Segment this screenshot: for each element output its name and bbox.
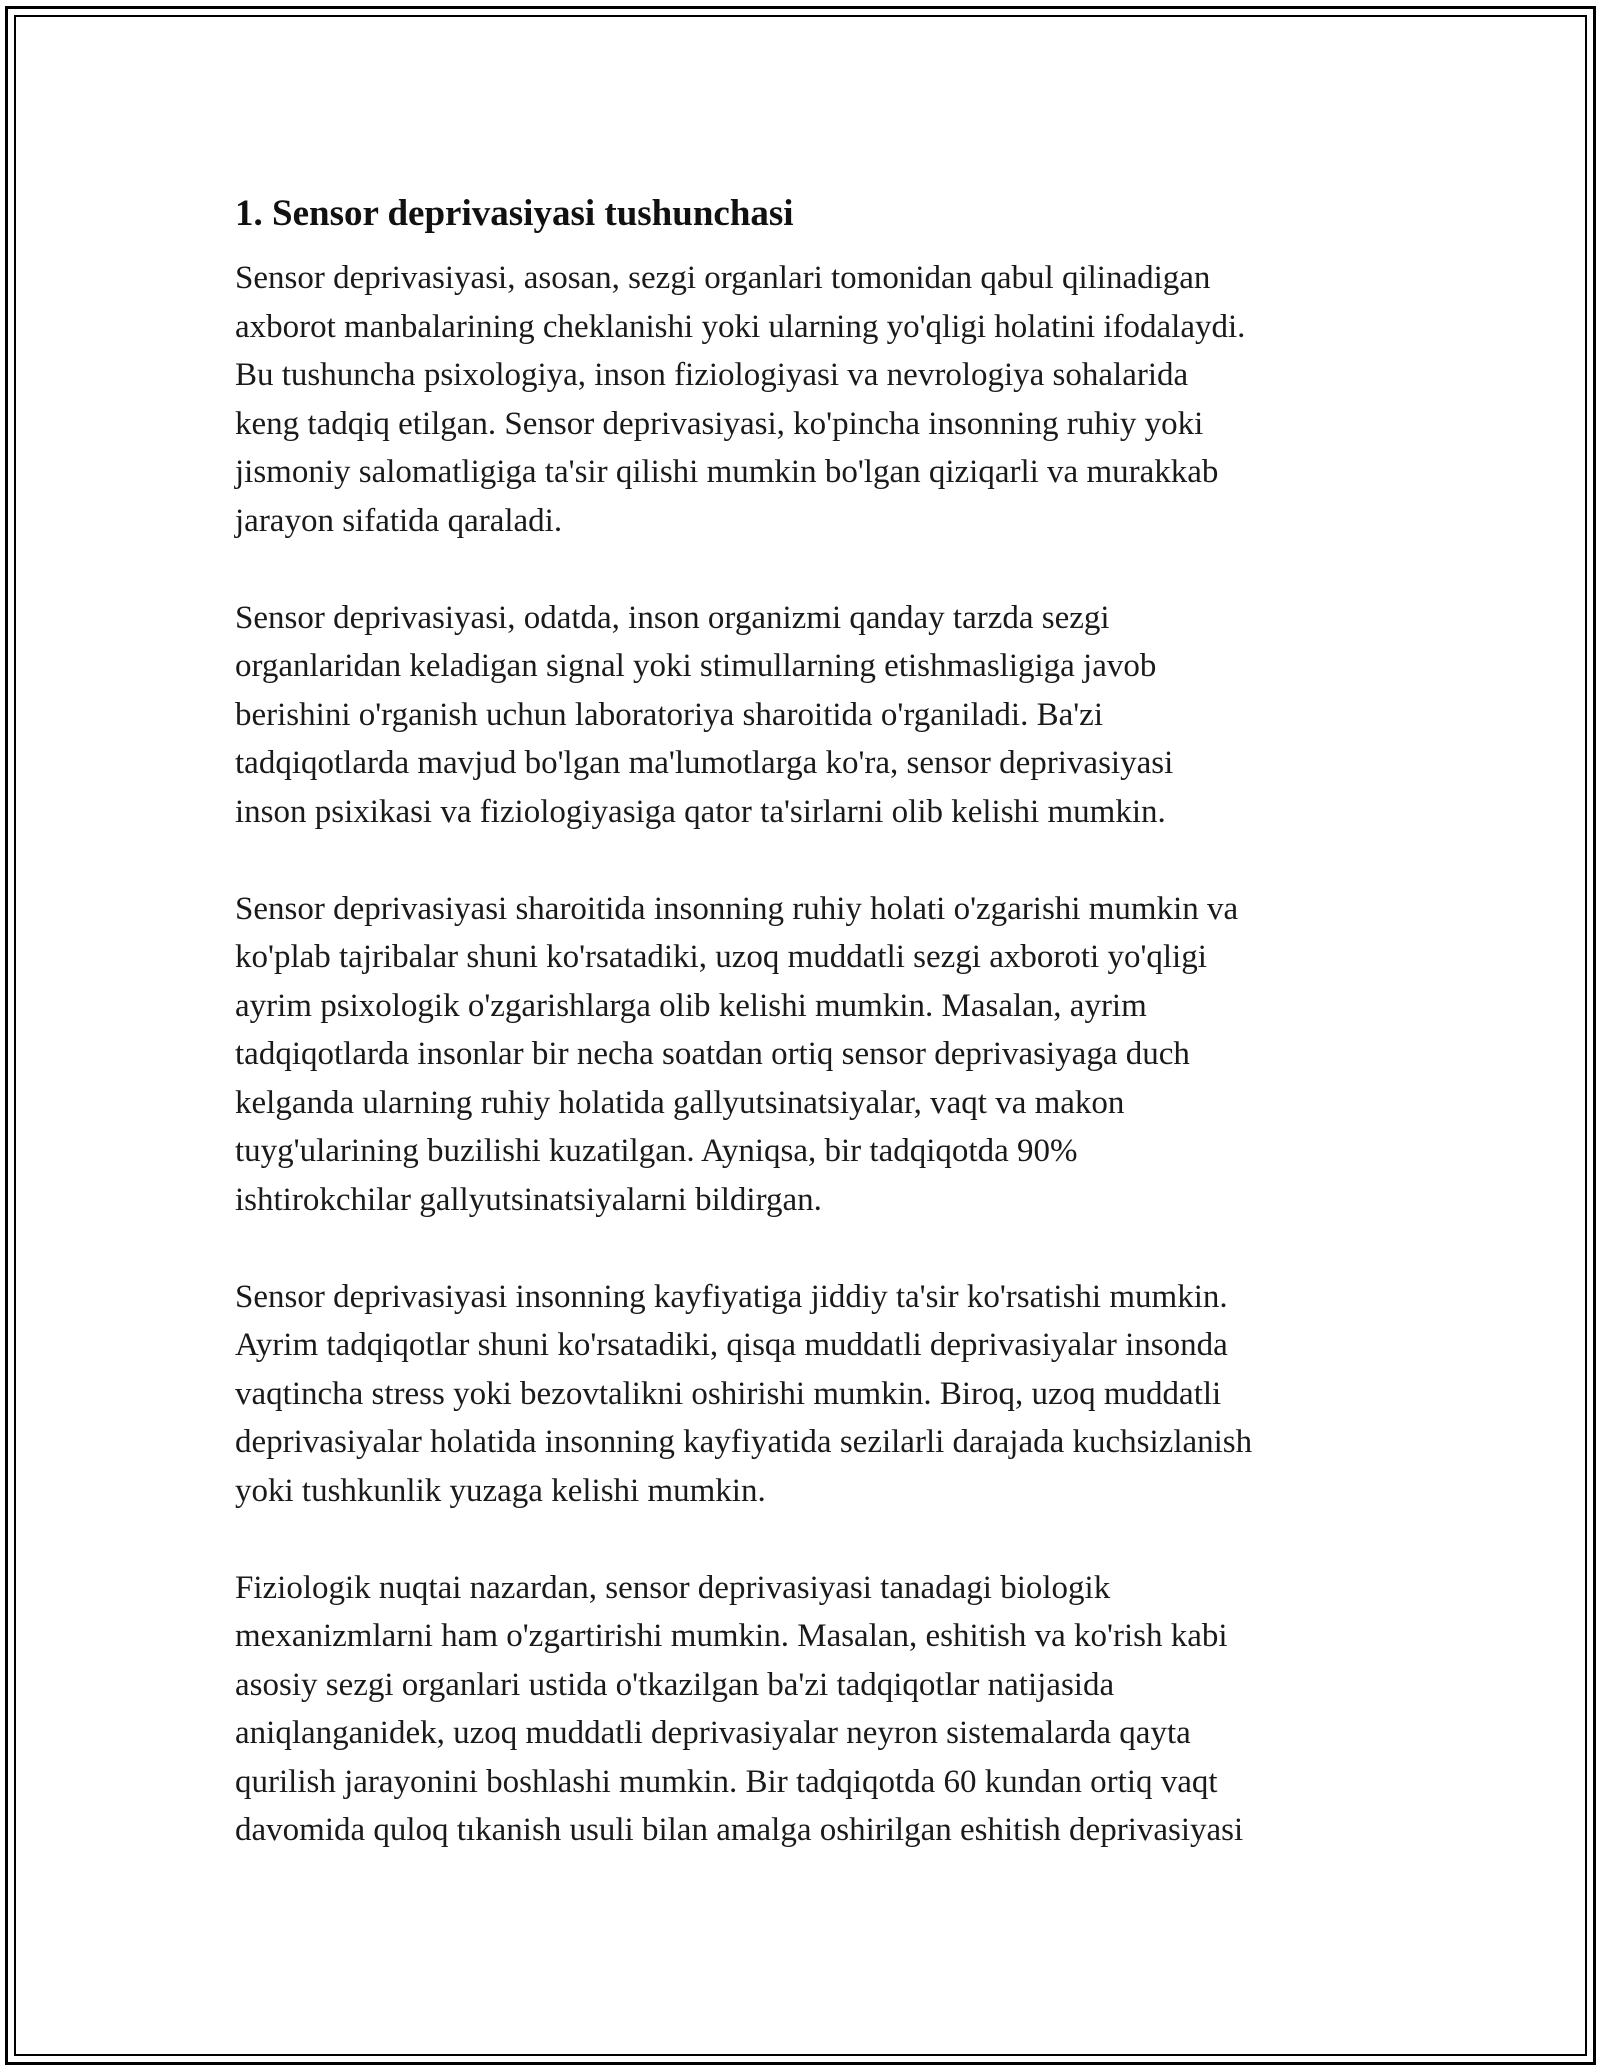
paragraph-5 (235, 1564, 1385, 1855)
text-line: keng tadqiq etilgan. Sensor deprivasiyasi, ko'pincha insonning ruhiy yoki (235, 405, 1204, 442)
section-heading: 1. Sensor deprivasiyasi tushunchasi (235, 193, 794, 234)
document-body (235, 188, 1385, 1903)
paragraph-4 (235, 1273, 1385, 1516)
paragraph-2 (235, 594, 1385, 837)
text-line: organlaridan keladigan signal yoki stimullarning etishmasligiga javob (235, 648, 1157, 684)
text-line: Sensor deprivasiyasi sharoitida insonning ruhiy holati o'zgarishi mumkin va (235, 890, 1239, 927)
text-line: Sensor deprivasiyasi insonning kayfiyatiga jiddiy ta'sir ko'rsatishi mumkin. (235, 1278, 1228, 1315)
text-line: inson psixikasi va fiziologiyasiga qator ta'sirlarni olib kelishi mumkin. (235, 793, 1166, 830)
text-line: tadqiqotlarda mavjud bo'lgan ma'lumotlarga ko'ra, sensor deprivasiyasi (235, 745, 1174, 781)
text-line: tadqiqotlarda insonlar bir necha soatdan ortiq sensor deprivasiyaga duch (235, 1036, 1190, 1072)
text-line: tuyg'ularining buzilishi kuzatilgan. Ayniqsa, bir tadqiqotda 90% (235, 1133, 1078, 1169)
text-line: yoki tushkunlik yuzaga kelishi mumkin. (235, 1472, 766, 1509)
text-line: mexanizmlarni ham o'zgartirishi mumkin. Masalan, eshitish va ko'rish kabi (235, 1618, 1228, 1654)
text-line: ayrim psixologik o'zgarishlarga olib kelishi mumkin. Masalan, ayrim (235, 987, 1147, 1024)
text-line: jarayon sifatida qaraladi. (235, 502, 563, 539)
text-line: ko'plab tajribalar shuni ko'rsatadiki, uzoq muddatli sezgi axboroti yo'qligi (235, 939, 1207, 975)
text-line: Bu tushuncha psixologiya, inson fiziologiyasi va nevrologiya sohalarida (235, 357, 1189, 393)
text-line: jismoniy salomatligiga ta'sir qilishi mumkin bo'lgan qiziqarli va murakkab (235, 454, 1219, 490)
paragraph-1 (235, 254, 1385, 545)
paragraph-3 (235, 885, 1385, 1225)
text-line: kelganda ularning ruhiy holatida gallyutsinatsiyalar, vaqt va makon (235, 1084, 1125, 1121)
text-line: davomida quloq tıkanish usuli bilan amalga oshirilgan eshitish deprivasiyasi (235, 1812, 1244, 1848)
text-line: Sensor deprivasiyasi, asosan, sezgi organlari tomonidan qabul qilinadigan (235, 260, 1211, 296)
text-line: vaqtincha stress yoki bezovtalikni oshirishi mumkin. Biroq, uzoq muddatli (235, 1375, 1222, 1412)
text-line: deprivasiyalar holatida insonning kayfiyatida sezilarli darajada kuchsizlanish (235, 1424, 1253, 1460)
text-line: ishtirokchilar gallyutsinatsiyalarni bildirgan. (235, 1181, 822, 1218)
text-line: berishini o'rganish uchun laboratoriya sharoitida o'rganiladi. Ba'zi (235, 696, 1103, 733)
text-line: qurilish jarayonini boshlashi mumkin. Bir tadqiqotda 60 kundan ortiq vaqt (235, 1763, 1218, 1800)
text-line: Sensor deprivasiyasi, odatda, inson organizmi qanday tarzda sezgi (235, 599, 1110, 636)
text-line: Fiziologik nuqtai nazardan, sensor deprivasiyasi tanadagi biologik (235, 1569, 1111, 1606)
text-line: aniqlanganidek, uzoq muddatli deprivasiyalar neyron sistemalarda qayta (235, 1715, 1191, 1751)
text-line: asosiy sezgi organlari ustida o'tkazilgan ba'zi tadqiqotlar natijasida (235, 1666, 1115, 1703)
text-line: axborot manbalarining cheklanishi yoki ularning yo'qligi holatini ifodalaydi. (235, 308, 1246, 345)
text-line: Ayrim tadqiqotlar shuni ko'rsatadiki, qisqa muddatli deprivasiyalar insonda (235, 1327, 1228, 1363)
